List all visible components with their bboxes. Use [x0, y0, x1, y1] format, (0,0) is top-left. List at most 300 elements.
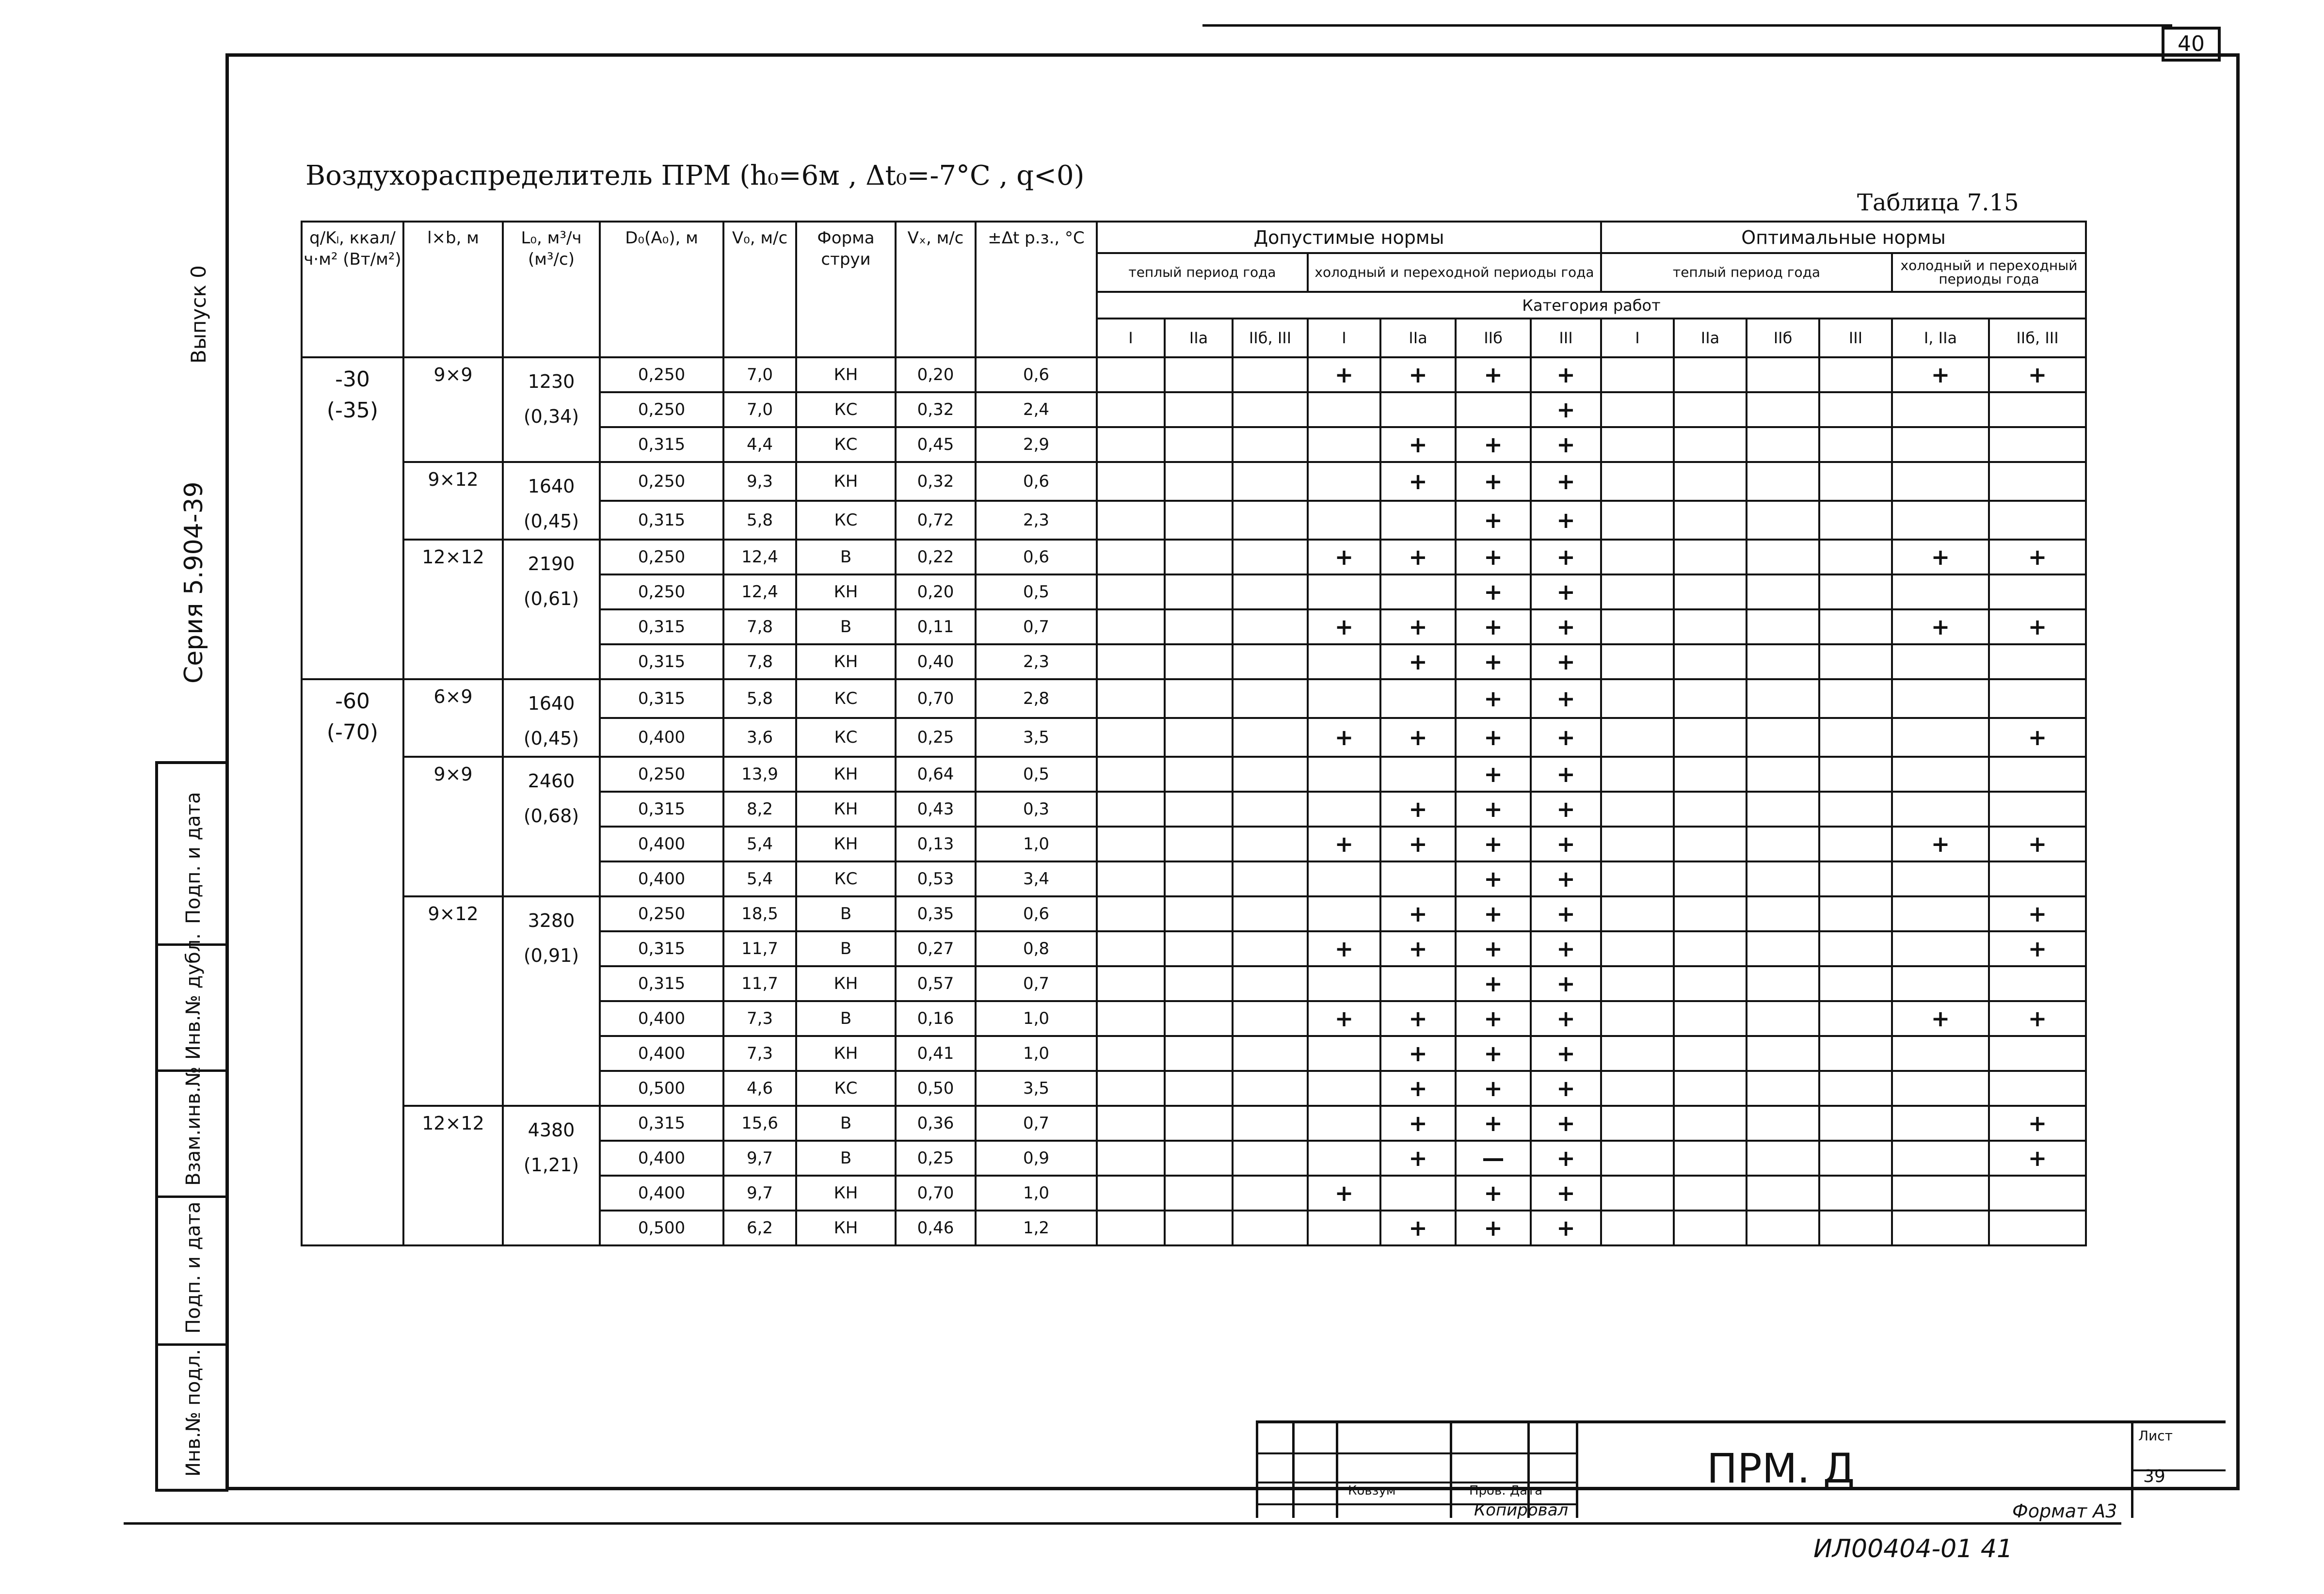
norm-mark-cell	[1380, 966, 1456, 1001]
temp-delta-cell: 0,5	[976, 574, 1097, 609]
temp-delta-cell: 0,6	[976, 896, 1097, 931]
norm-mark-cell	[1233, 827, 1308, 861]
norm-mark-cell	[1819, 609, 1892, 644]
norm-mark-cell: +	[1456, 1176, 1531, 1211]
jet-form-cell: КН	[796, 1176, 896, 1211]
norm-mark-cell	[1892, 644, 1989, 679]
jet-form-cell: В	[796, 931, 896, 966]
norm-mark-cell	[1674, 1106, 1747, 1141]
norm-mark-cell: +	[1380, 827, 1456, 861]
diameter-cell: 0,315	[600, 792, 723, 827]
temp-delta-cell: 3,5	[976, 1071, 1097, 1106]
velocity-v0-cell: 12,4	[723, 540, 796, 574]
norm-mark-cell	[1165, 1141, 1233, 1176]
strip-cell	[158, 764, 228, 946]
norm-mark-cell	[1989, 574, 2086, 609]
diameter-cell: 0,500	[600, 1211, 723, 1245]
velocity-vx-cell: 0,20	[896, 357, 976, 392]
norm-mark-cell: +	[1531, 1106, 1601, 1141]
norm-mark-cell	[1233, 427, 1308, 462]
norm-mark-cell	[1747, 1001, 1819, 1036]
norm-mark-cell: +	[1456, 1001, 1531, 1036]
norm-mark-cell	[1674, 1141, 1747, 1176]
norm-mark-cell	[1165, 966, 1233, 1001]
norm-mark-cell	[1989, 679, 2086, 718]
norm-mark-cell	[1674, 966, 1747, 1001]
norm-mark-cell	[1892, 392, 1989, 427]
category-cell: I	[1308, 319, 1380, 357]
norm-mark-cell: +	[1308, 609, 1380, 644]
velocity-v0-cell: 3,6	[723, 718, 796, 757]
velocity-v0-cell: 5,8	[723, 501, 796, 540]
jet-form-cell: В	[796, 1106, 896, 1141]
norm-mark-cell	[1892, 679, 1989, 718]
velocity-vx-cell: 0,50	[896, 1071, 976, 1106]
norm-mark-cell: +	[1380, 357, 1456, 392]
norm-mark-cell	[1097, 1106, 1165, 1141]
norm-mark-cell	[1165, 427, 1233, 462]
norm-mark-cell	[1233, 357, 1308, 392]
corner-sheet-number: 40	[2162, 27, 2221, 62]
norm-mark-cell	[1601, 966, 1674, 1001]
norm-mark-cell	[1674, 1211, 1747, 1245]
norm-mark-cell	[1601, 574, 1674, 609]
norm-mark-cell: +	[1380, 1036, 1456, 1071]
velocity-vx-cell: 0,70	[896, 1176, 976, 1211]
norm-mark-cell: +	[1531, 1211, 1601, 1245]
norm-mark-cell	[1892, 1176, 1989, 1211]
norm-mark-cell	[1380, 861, 1456, 896]
norm-mark-cell: +	[1531, 1071, 1601, 1106]
norm-mark-cell: +	[1531, 966, 1601, 1001]
table-row	[302, 540, 2086, 574]
norm-mark-cell	[1097, 896, 1165, 931]
velocity-v0-cell: 6,2	[723, 1211, 796, 1245]
norm-mark-cell	[1819, 1036, 1892, 1071]
norm-mark-cell	[1165, 861, 1233, 896]
norm-mark-cell: +	[1456, 1071, 1531, 1106]
velocity-v0-cell: 15,6	[723, 1106, 796, 1141]
strip-label: Взам.инв.№	[182, 1066, 205, 1186]
norm-mark-cell	[1308, 427, 1380, 462]
norm-mark-cell	[1674, 644, 1747, 679]
norm-mark-cell	[1747, 1211, 1819, 1245]
norm-mark-cell	[1747, 757, 1819, 792]
norm-mark-cell: +	[1380, 540, 1456, 574]
norm-mark-cell	[1601, 1176, 1674, 1211]
velocity-v0-cell: 8,2	[723, 792, 796, 827]
velocity-v0-cell: 7,0	[723, 357, 796, 392]
norm-mark-cell	[1233, 1036, 1308, 1071]
norm-mark-cell: +	[1308, 718, 1380, 757]
norm-mark-cell	[1989, 861, 2086, 896]
norm-mark-cell	[1165, 792, 1233, 827]
velocity-vx-cell: 0,70	[896, 679, 976, 718]
norm-mark-cell: +	[1380, 1071, 1456, 1106]
norm-mark-cell	[1233, 609, 1308, 644]
norm-mark-cell	[1601, 757, 1674, 792]
col-header-lb: l×b, м	[403, 222, 503, 357]
diameter-cell: 0,250	[600, 896, 723, 931]
norm-mark-cell	[1747, 861, 1819, 896]
norm-mark-cell	[1747, 792, 1819, 827]
norm-mark-cell	[1233, 679, 1308, 718]
sheet-label: Лист	[2138, 1428, 2173, 1444]
optimal-norms-header: Оптимальные нормы	[1601, 222, 2086, 253]
col-header-vo: V₀, м/с	[723, 222, 796, 357]
norm-mark-cell	[1747, 966, 1819, 1001]
norm-mark-cell: +	[1531, 609, 1601, 644]
norm-mark-cell	[1674, 792, 1747, 827]
norm-mark-cell: +	[1308, 1001, 1380, 1036]
strip-cell	[158, 1346, 228, 1486]
norm-mark-cell	[1892, 1211, 1989, 1245]
norm-mark-cell	[1308, 1071, 1380, 1106]
norm-mark-cell: +	[1456, 757, 1531, 792]
strip-cell	[158, 1198, 228, 1346]
norm-mark-cell	[1097, 792, 1165, 827]
norm-mark-cell	[1165, 392, 1233, 427]
norm-mark-cell	[1747, 392, 1819, 427]
col-header-form: Форма струи	[796, 222, 896, 357]
category-cell: III	[1819, 319, 1892, 357]
norm-mark-cell: +	[1456, 827, 1531, 861]
temp-delta-cell: 2,8	[976, 679, 1097, 718]
norm-mark-cell	[1165, 1211, 1233, 1245]
velocity-v0-cell: 9,7	[723, 1141, 796, 1176]
temp-delta-cell: 2,9	[976, 427, 1097, 462]
norm-mark-cell	[1165, 1001, 1233, 1036]
norm-mark-cell	[1601, 827, 1674, 861]
norm-mark-cell	[1747, 574, 1819, 609]
norm-mark-cell	[1601, 1141, 1674, 1176]
col-header-dt: ±Δt р.з., °С	[976, 222, 1097, 357]
norm-mark-cell	[1165, 679, 1233, 718]
norm-mark-cell	[1892, 1106, 1989, 1141]
norm-mark-cell	[1380, 392, 1456, 427]
table-row	[302, 1106, 2086, 1141]
norm-mark-cell	[1165, 1106, 1233, 1141]
norm-mark-cell	[1747, 896, 1819, 931]
norm-mark-cell	[1989, 644, 2086, 679]
document-code: ПРМ. Д	[1707, 1445, 1855, 1492]
velocity-v0-cell: 5,8	[723, 679, 796, 718]
norm-mark-cell: +	[1456, 1036, 1531, 1071]
temp-delta-cell: 2,3	[976, 644, 1097, 679]
norm-mark-cell	[1892, 462, 1989, 501]
table-row	[302, 757, 2086, 792]
norm-mark-cell: +	[1531, 827, 1601, 861]
norm-mark-cell: +	[1531, 1001, 1601, 1036]
norm-mark-cell	[1380, 501, 1456, 540]
norm-mark-cell: +	[1989, 1106, 2086, 1141]
strip-label: Подп. и дата	[182, 1201, 205, 1334]
norm-mark-cell: +	[1380, 609, 1456, 644]
norm-mark-cell: +	[1456, 574, 1531, 609]
norm-mark-cell	[1308, 1141, 1380, 1176]
norm-mark-cell	[1165, 718, 1233, 757]
norm-mark-cell	[1233, 644, 1308, 679]
norm-mark-cell	[1601, 1071, 1674, 1106]
velocity-v0-cell: 7,0	[723, 392, 796, 427]
table-number: Таблица 7.15	[1857, 189, 2019, 216]
airflow-m3s: (0,61)	[523, 588, 579, 609]
norm-mark-cell	[1601, 392, 1674, 427]
norm-mark-cell: +	[1456, 792, 1531, 827]
table-row	[302, 896, 2086, 931]
diameter-cell: 0,400	[600, 1036, 723, 1071]
norm-mark-cell	[1989, 1176, 2086, 1211]
norm-mark-cell	[1674, 1001, 1747, 1036]
norm-mark-cell	[1165, 462, 1233, 501]
jet-form-cell: В	[796, 1001, 896, 1036]
norm-mark-cell: +	[1456, 679, 1531, 718]
norm-mark-cell	[1097, 827, 1165, 861]
jet-form-cell: В	[796, 609, 896, 644]
norm-mark-cell: +	[1380, 1001, 1456, 1036]
norm-mark-cell	[1601, 644, 1674, 679]
table-body	[302, 357, 2086, 1245]
norm-mark-cell: +	[1989, 896, 2086, 931]
norm-mark-cell	[1165, 1071, 1233, 1106]
norm-mark-cell: +	[1531, 757, 1601, 792]
norm-mark-cell	[1747, 462, 1819, 501]
temp-delta-cell: 0,7	[976, 966, 1097, 1001]
norm-mark-cell: +	[1308, 357, 1380, 392]
norm-mark-cell	[1819, 1001, 1892, 1036]
norm-mark-cell	[1601, 1106, 1674, 1141]
norm-mark-cell	[1747, 931, 1819, 966]
strip-label: Подп. и дата	[182, 792, 205, 924]
norm-mark-cell	[1819, 574, 1892, 609]
diameter-cell: 0,315	[600, 644, 723, 679]
norm-mark-cell	[1308, 896, 1380, 931]
velocity-vx-cell: 0,25	[896, 1141, 976, 1176]
norm-mark-cell: +	[1456, 861, 1531, 896]
norm-mark-cell	[1989, 392, 2086, 427]
col-header-vx: Vₓ, м/с	[896, 222, 976, 357]
norm-mark-cell	[1989, 1211, 2086, 1245]
temp-delta-cell: 1,0	[976, 1001, 1097, 1036]
norm-mark-cell	[1674, 827, 1747, 861]
airflow-m3s: (0,45)	[523, 510, 579, 532]
norm-mark-cell: +	[1456, 609, 1531, 644]
norm-mark-cell: +	[1308, 827, 1380, 861]
norm-mark-cell	[1747, 1176, 1819, 1211]
airflow-m3h: 1640	[528, 693, 575, 714]
norm-mark-cell	[1097, 1001, 1165, 1036]
norm-mark-cell: +	[1892, 540, 1989, 574]
norm-mark-cell	[1819, 757, 1892, 792]
norm-mark-cell	[1601, 609, 1674, 644]
norm-mark-cell: +	[1531, 462, 1601, 501]
airflow-m3h: 2460	[528, 770, 575, 792]
airflow-cell	[503, 462, 600, 540]
norm-mark-cell: +	[1380, 644, 1456, 679]
norm-mark-cell	[1601, 357, 1674, 392]
temp-delta-cell: 0,5	[976, 757, 1097, 792]
diameter-cell: 0,400	[600, 861, 723, 896]
norm-mark-cell	[1233, 1071, 1308, 1106]
temp-delta-cell: 2,3	[976, 501, 1097, 540]
airflow-m3h: 1230	[528, 371, 575, 392]
norm-mark-cell	[1233, 966, 1308, 1001]
norm-mark-cell	[1989, 966, 2086, 1001]
jet-form-cell: КС	[796, 679, 896, 718]
velocity-vx-cell: 0,46	[896, 1211, 976, 1245]
norm-mark-cell: +	[1380, 1211, 1456, 1245]
norm-mark-cell	[1819, 792, 1892, 827]
velocity-vx-cell: 0,64	[896, 757, 976, 792]
norm-mark-cell: +	[1456, 501, 1531, 540]
norm-mark-cell: +	[1380, 462, 1456, 501]
norm-mark-cell	[1674, 609, 1747, 644]
norm-mark-cell	[1308, 792, 1380, 827]
norm-mark-cell	[1601, 896, 1674, 931]
temp-delta-cell: 0,6	[976, 357, 1097, 392]
norm-mark-cell	[1819, 827, 1892, 861]
velocity-vx-cell: 0,27	[896, 931, 976, 966]
norm-mark-cell: +	[1531, 896, 1601, 931]
airflow-m3h: 3280	[528, 910, 575, 931]
norm-mark-cell: +	[1531, 861, 1601, 896]
norm-mark-cell	[1380, 1176, 1456, 1211]
norm-mark-cell	[1601, 1036, 1674, 1071]
norm-mark-cell	[1097, 609, 1165, 644]
norm-mark-cell	[1308, 501, 1380, 540]
temp-delta-cell: 1,0	[976, 1036, 1097, 1071]
norm-mark-cell: +	[1456, 931, 1531, 966]
norm-mark-cell: +	[1380, 931, 1456, 966]
norm-mark-cell	[1165, 609, 1233, 644]
jet-form-cell: КН	[796, 574, 896, 609]
norm-mark-cell: +	[1308, 1176, 1380, 1211]
norm-mark-cell	[1097, 1141, 1165, 1176]
sheet-number: 39	[2143, 1466, 2165, 1486]
diameter-cell: 0,250	[600, 574, 723, 609]
velocity-v0-cell: 7,8	[723, 644, 796, 679]
norm-mark-cell: +	[1531, 931, 1601, 966]
airflow-m3s: (0,68)	[523, 805, 579, 827]
velocity-vx-cell: 0,11	[896, 609, 976, 644]
velocity-v0-cell: 18,5	[723, 896, 796, 931]
jet-form-cell: КН	[796, 827, 896, 861]
norm-mark-cell: +	[1380, 896, 1456, 931]
jet-form-cell: В	[796, 896, 896, 931]
norm-mark-cell	[1674, 861, 1747, 896]
norm-mark-cell	[1674, 718, 1747, 757]
norm-mark-cell	[1674, 574, 1747, 609]
diameter-cell: 0,315	[600, 501, 723, 540]
norm-mark-cell	[1989, 462, 2086, 501]
cold-period-optimal: холодный и переходный периоды года	[1892, 253, 2086, 292]
norm-mark-cell	[1165, 357, 1233, 392]
warm-period-optimal: теплый период года	[1601, 253, 1892, 292]
norm-mark-cell: +	[1308, 540, 1380, 574]
velocity-vx-cell: 0,72	[896, 501, 976, 540]
velocity-v0-cell: 5,4	[723, 827, 796, 861]
norm-mark-cell: +	[1456, 1211, 1531, 1245]
norm-mark-cell	[1308, 1036, 1380, 1071]
norm-mark-cell	[1097, 861, 1165, 896]
heat-load-kcal: -30	[335, 367, 370, 392]
velocity-vx-cell: 0,32	[896, 392, 976, 427]
jet-form-cell: КН	[796, 1036, 896, 1071]
norm-mark-cell	[1308, 462, 1380, 501]
airflow-cell	[503, 357, 600, 462]
norm-mark-cell	[1233, 1001, 1308, 1036]
norm-mark-cell	[1674, 1071, 1747, 1106]
strip-label: Инв.№ подл.	[182, 1349, 205, 1477]
archive-number: ИЛ00404-01 41	[1813, 1534, 2013, 1563]
norm-mark-cell	[1819, 966, 1892, 1001]
norm-mark-cell: +	[1531, 540, 1601, 574]
diameter-cell: 0,400	[600, 1176, 723, 1211]
norm-mark-cell: +	[1531, 574, 1601, 609]
diameter-cell: 0,400	[600, 1001, 723, 1036]
norm-mark-cell	[1097, 718, 1165, 757]
norm-mark-cell	[1097, 357, 1165, 392]
norm-mark-cell: +	[1380, 1106, 1456, 1141]
norm-mark-cell: +	[1380, 427, 1456, 462]
norm-mark-cell	[1233, 792, 1308, 827]
norm-mark-cell: +	[1892, 609, 1989, 644]
norm-mark-cell	[1674, 1176, 1747, 1211]
norm-mark-cell: +	[1308, 931, 1380, 966]
work-category-header: Категория работ	[1097, 292, 2086, 319]
norm-mark-cell	[1233, 1141, 1308, 1176]
norm-mark-cell	[1819, 501, 1892, 540]
table-row	[302, 357, 2086, 392]
norm-mark-cell: +	[1892, 1001, 1989, 1036]
temp-delta-cell: 0,6	[976, 462, 1097, 501]
diameter-cell: 0,250	[600, 540, 723, 574]
norm-mark-cell	[1747, 357, 1819, 392]
norm-mark-cell	[1989, 757, 2086, 792]
norm-mark-cell: +	[1989, 609, 2086, 644]
norm-mark-cell: +	[1989, 1001, 2086, 1036]
norm-mark-cell	[1233, 462, 1308, 501]
jet-form-cell: КС	[796, 427, 896, 462]
room-size-cell: 9×12	[403, 462, 503, 540]
room-size-cell: 9×9	[403, 757, 503, 896]
jet-form-cell: В	[796, 1141, 896, 1176]
norm-mark-cell: +	[1456, 718, 1531, 757]
norm-mark-cell	[1989, 792, 2086, 827]
norm-mark-cell	[1747, 1106, 1819, 1141]
norm-mark-cell	[1308, 757, 1380, 792]
norm-mark-cell	[1674, 1036, 1747, 1071]
norm-mark-cell	[1674, 896, 1747, 931]
air-distributor-table	[301, 221, 2087, 1246]
norm-mark-cell	[1819, 392, 1892, 427]
table-row	[302, 679, 2086, 718]
velocity-v0-cell: 13,9	[723, 757, 796, 792]
norm-mark-cell	[1892, 1141, 1989, 1176]
velocity-vx-cell: 0,22	[896, 540, 976, 574]
norm-mark-cell	[1233, 1176, 1308, 1211]
norm-mark-cell	[1097, 757, 1165, 792]
velocity-vx-cell: 0,41	[896, 1036, 976, 1071]
norm-mark-cell: +	[1531, 644, 1601, 679]
norm-mark-cell: +	[1456, 427, 1531, 462]
airflow-cell	[503, 896, 600, 1106]
airflow-m3s: (0,34)	[523, 406, 579, 427]
norm-mark-cell	[1819, 1176, 1892, 1211]
norm-mark-cell: +	[1892, 827, 1989, 861]
velocity-vx-cell: 0,35	[896, 896, 976, 931]
norm-mark-cell: +	[1989, 827, 2086, 861]
